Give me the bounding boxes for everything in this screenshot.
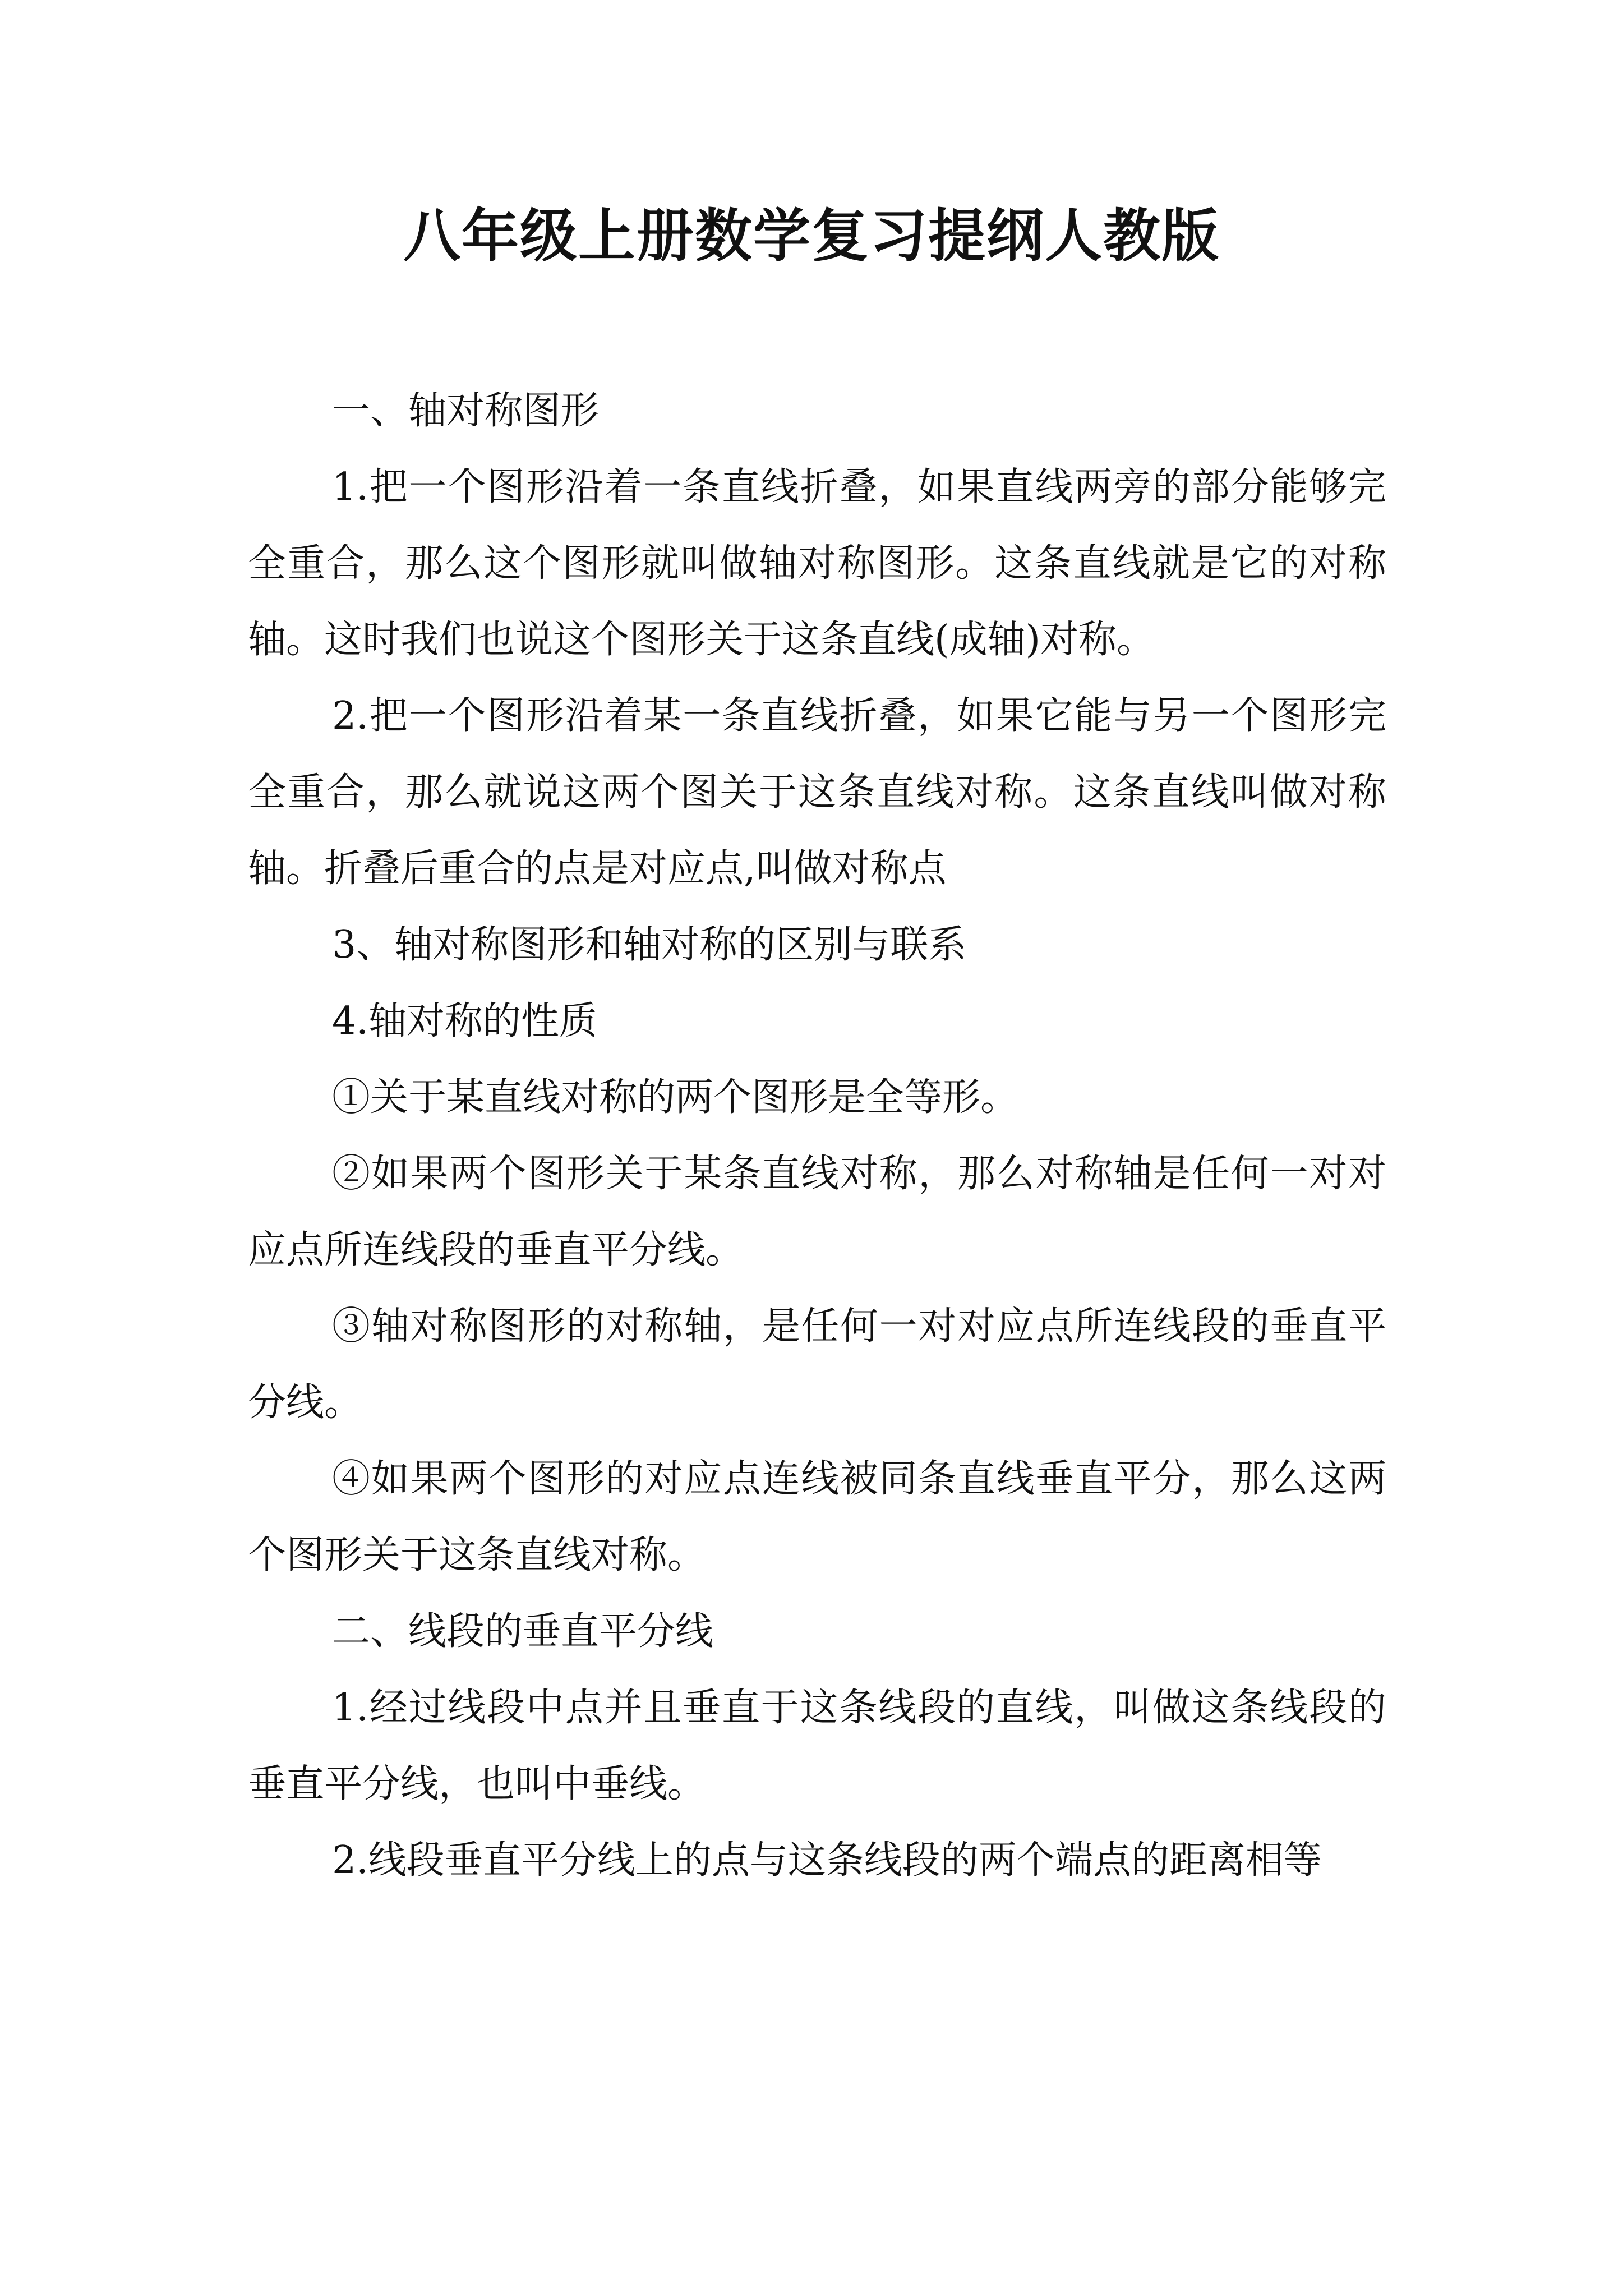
section-heading: 二、线段的垂直平分线 — [332, 1609, 714, 1654]
list-item: ③轴对称图形的对称轴，是任何一对对应点所连线段的垂直平分线。 — [248, 1304, 1386, 1425]
document-title: 八年级上册数学复习提纲人教版 — [403, 203, 1220, 270]
paragraph: 3、轴对称图形和轴对称的区别与联系 — [332, 923, 967, 967]
paragraph: 2.线段垂直平分线上的点与这条线段的两个端点的距离相等 — [332, 1838, 1322, 1883]
list-item: ②如果两个图形关于某条直线对称，那么对称轴是任何一对对应点所连线段的垂直平分线。 — [248, 1152, 1386, 1272]
paragraph: 4.轴对称的性质 — [332, 999, 597, 1043]
paragraph: 1.把一个图形沿着一条直线折叠，如果直线两旁的部分能够完全重合，那么这个图形就叫做轴对称图形。这条直线就是它的对称轴。这时我们也说这个图形关于这条直线(成轴)对称。 — [248, 465, 1386, 662]
paragraph: 2.把一个图形沿着某一条直线折叠，如果它能与另一个图形完全重合，那么就说这两个图关于这条直线对称。这条直线叫做对称轴。折叠后重合的点是对应点,叫做对称点 — [248, 694, 1386, 891]
section-heading: 一、轴对称图形 — [332, 389, 600, 433]
list-item: ④如果两个图形的对应点连线被同条直线垂直平分，那么这两个图形关于这条直线对称。 — [248, 1457, 1386, 1577]
paragraph: 1.经过线段中点并且垂直于这条线段的直线，叫做这条线段的垂直平分线，也叫中垂线。 — [248, 1686, 1386, 1806]
list-item: ①关于某直线对称的两个图形是全等形。 — [332, 1075, 1019, 1120]
document-body — [248, 373, 1386, 1899]
